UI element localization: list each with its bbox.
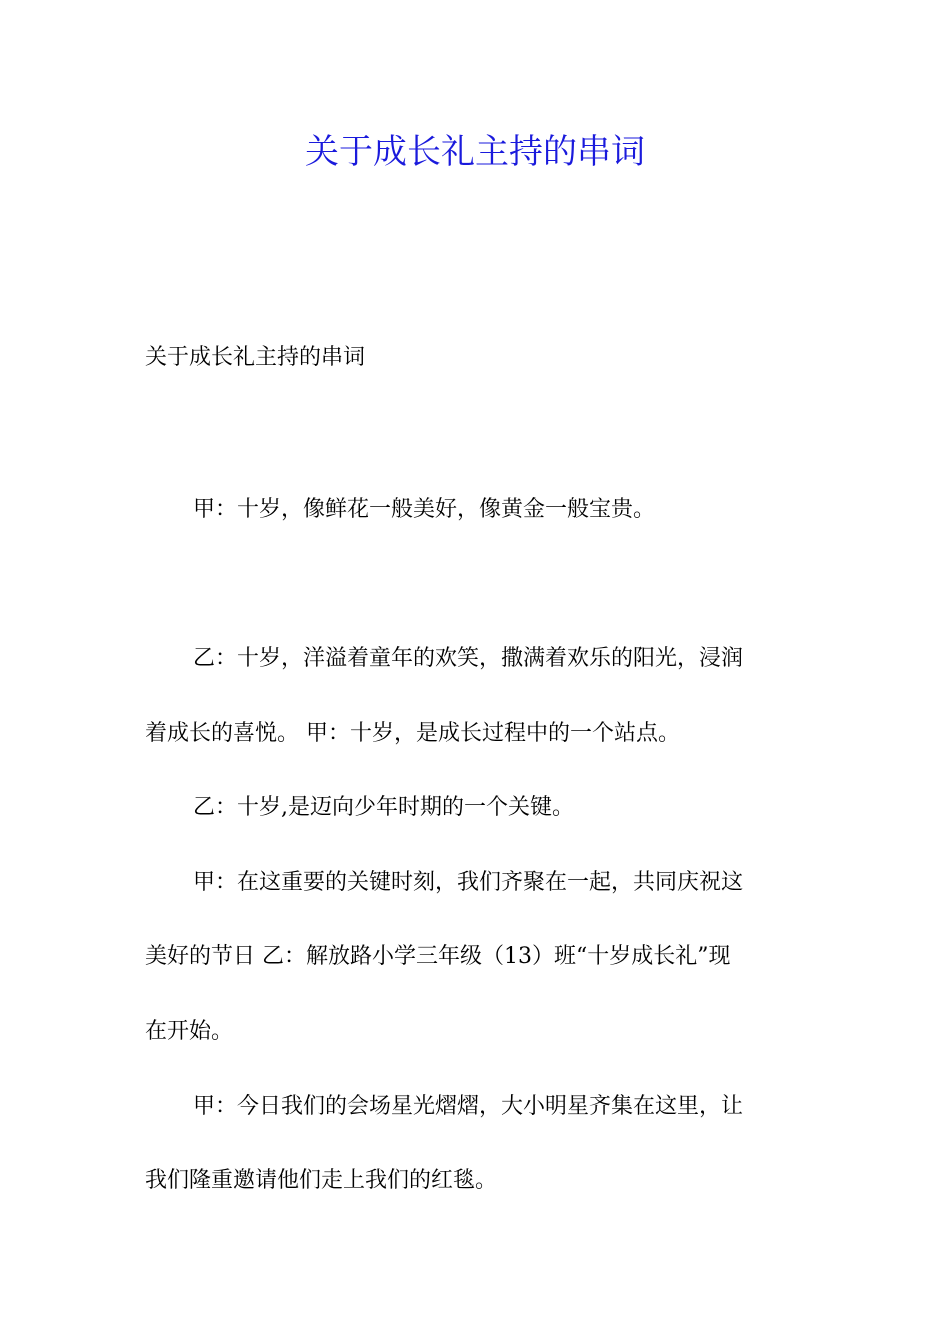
- paragraph-line: 美好的节日 乙：解放路小学三年级（13）班“十岁成长礼”现: [145, 944, 731, 969]
- paragraph-line: 乙：十岁,是迈向少年时期的一个关键。: [193, 795, 574, 820]
- document-subtitle: 关于成长礼主持的串词: [145, 345, 366, 370]
- paragraph-line: 在开始。: [145, 1019, 234, 1044]
- document-title: 关于成长礼主持的串词: [305, 132, 645, 172]
- paragraph-line: 甲：十岁，像鲜花一般美好，像黄金一般宝贵。: [193, 497, 656, 522]
- paragraph-line: 乙：十岁，洋溢着童年的欢笑，撒满着欢乐的阳光，浸润: [193, 646, 744, 671]
- paragraph-line: 着成长的喜悦。 甲：十岁，是成长过程中的一个站点。: [145, 721, 680, 746]
- paragraph-line: 甲：今日我们的会场星光熠熠，大小明星齐集在这里，让: [193, 1094, 744, 1119]
- paragraph-line: 甲：在这重要的关键时刻，我们齐聚在一起，共同庆祝这: [193, 870, 744, 895]
- paragraph-line: 我们隆重邀请他们走上我们的红毯。: [145, 1168, 498, 1193]
